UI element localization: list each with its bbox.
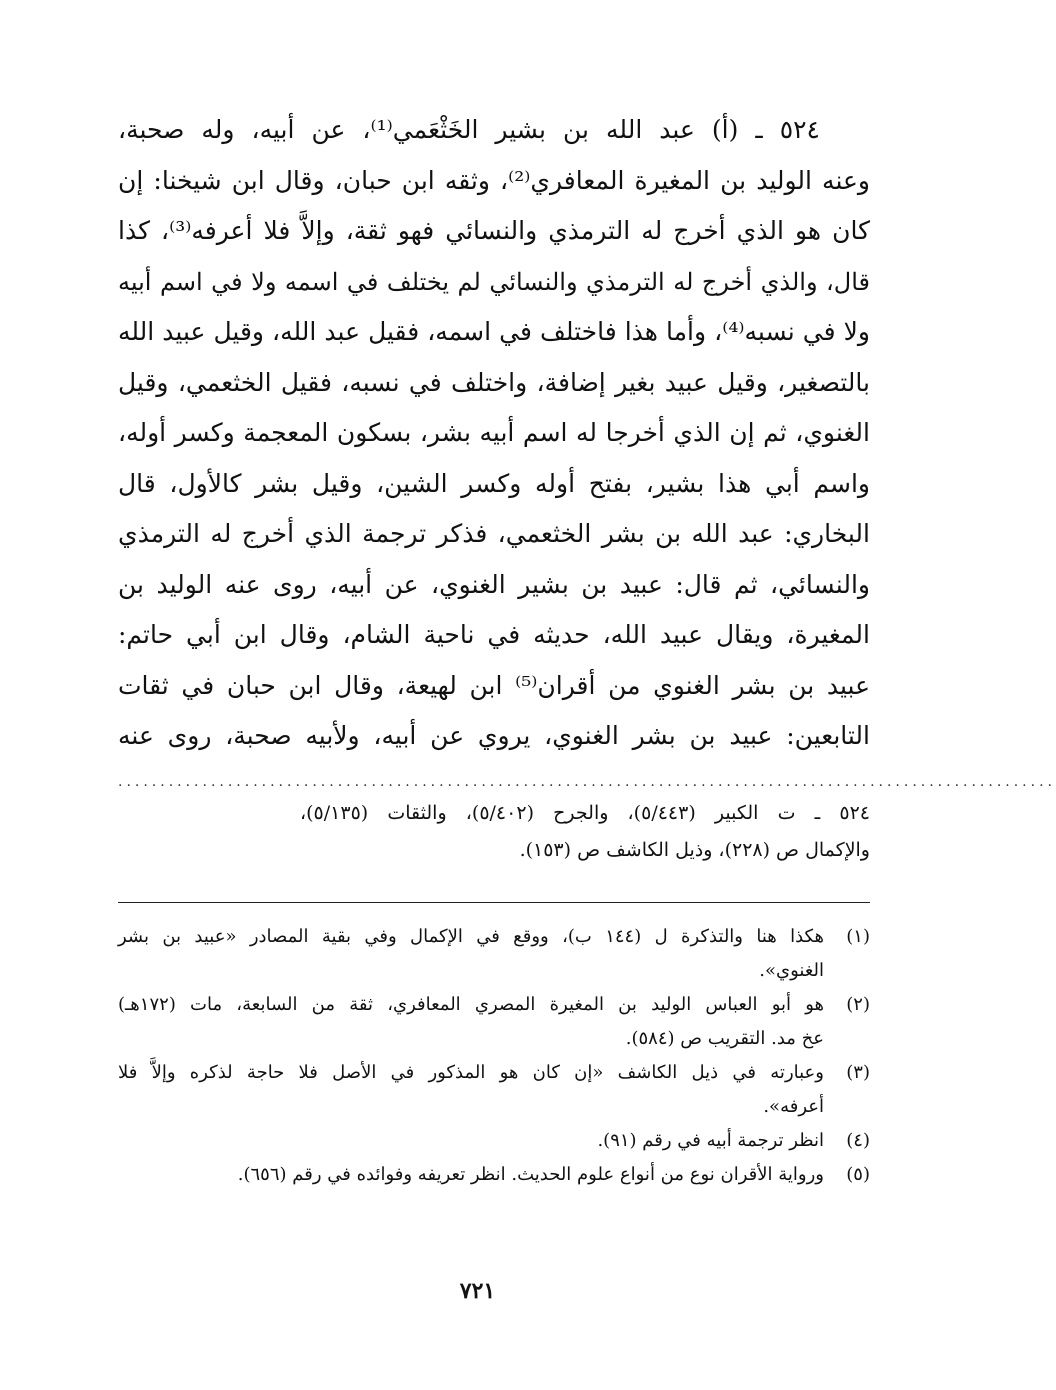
- footnote: [118, 1124, 870, 1158]
- main-text-line: وعنه الوليد بن المغيرة المعافري⁽²⁾، وثقه ابن حبان، وقال ابن شيخنا: إن: [118, 165, 870, 195]
- footnote: [118, 988, 870, 1056]
- sources-line: ٥٢٤ ـ ت الكبير (٥/٤٤٣)، والجرح (٥/٤٠٢)، والثقات (٥/١٣٥)،: [300, 802, 870, 824]
- footnote-line: ورواية الأقران نوع من أنواع علوم الحديث. انظر تعريفه وفوائده في رقم (٦٥٦).: [237, 1164, 824, 1185]
- dotted-separator: ...............................................................................................................: [118, 774, 1056, 790]
- footnote-number: (٤): [846, 1130, 870, 1151]
- footnote-number: (٣): [846, 1062, 870, 1083]
- footnote-line: الغنوي».: [759, 960, 824, 981]
- footnote-line: انظر ترجمة أبيه في رقم (٩١).: [597, 1130, 824, 1151]
- footnote-body: [118, 1158, 824, 1192]
- main-text-line: عبيد بن بشر الغنوي من أقران⁽⁵⁾ ابن لهيعة، وقال ابن حبان في ثقات: [118, 670, 870, 700]
- sources-block: [300, 795, 870, 869]
- footnote-line: وعبارته في ذيل الكاشف «إن كان هو المذكور في الأصل فلا حاجة لذكره وإلاَّ فلا: [118, 1062, 824, 1083]
- footnote-number: (٢): [846, 994, 870, 1015]
- main-text-line: والنسائي، ثم قال: عبيد بن بشير الغنوي، عن أبيه، روى عنه الوليد بن: [118, 569, 870, 599]
- main-text-block: [118, 105, 870, 762]
- footnote-body: [118, 988, 824, 1056]
- footnote-body: [118, 1124, 824, 1158]
- footnotes-block: [118, 920, 870, 1192]
- main-text-line: كان هو الذي أخرج له الترمذي والنسائي فهو ثقة، وإلاَّ فلا أعرفه⁽³⁾، كذا: [118, 216, 870, 245]
- footnote-body: [118, 920, 824, 988]
- main-text-line: المغيرة، ويقال عبيد الله، حديثه في ناحية الشام، وقال ابن أبي حاتم:: [118, 620, 870, 649]
- footnote-line: هو أبو العباس الوليد بن المغيرة المصري المعافري، ثقة من السابعة، مات (١٧٢هـ): [118, 994, 824, 1015]
- main-text-line: الغنوي، ثم إن الذي أخرجا له اسم أبيه بشر، بسكون المعجمة وكسر أوله،: [118, 418, 870, 447]
- main-text-line: التابعين: عبيد بن بشر الغنوي، يروي عن أبيه، ولأبيه صحبة، روى عنه: [118, 721, 871, 750]
- main-text-line: البخاري: عبد الله بن بشر الخثعمي، فذكر ترجمة الذي أخرج له الترمذي: [118, 519, 870, 548]
- footnote-number: (١): [846, 926, 870, 947]
- footnote: [118, 1056, 870, 1124]
- main-text-line: واسم أبي هذا بشير، بفتح أوله وكسر الشين، وقيل بشر كالأول، قال: [118, 468, 870, 498]
- main-text-line: بالتصغير، وقيل عبيد بغير إضافة، واختلف في نسبه، فقيل الخثعمي، وقيل: [118, 367, 870, 397]
- footnote-number: (٥): [846, 1164, 870, 1185]
- main-text-line: ٥٢٤ ـ (أ) عبد الله بن بشير الخَثْعَمي⁽¹⁾، عن أبيه، وله صحبة،: [118, 115, 820, 144]
- footnote-line: أعرفه».: [763, 1096, 824, 1117]
- page-number: ٧٢١: [459, 1278, 496, 1304]
- footnote: [118, 1158, 870, 1192]
- footnote-rule: [118, 902, 870, 903]
- footnote: [118, 920, 870, 988]
- footnote-line: هكذا هنا والتذكرة ل (١٤٤ ب)، ووقع في الإكمال وفي بقية المصادر «عبيد بن بشر: [118, 926, 824, 947]
- footnote-line: عخ مد. التقريب ص (٥٨٤).: [625, 1028, 824, 1049]
- footnote-body: [118, 1056, 824, 1124]
- main-text-line: ولا في نسبه⁽⁴⁾، وأما هذا فاختلف في اسمه، فقيل عبد الله، وقيل عبيد الله: [118, 317, 870, 346]
- sources-line: والإكمال ص (٢٢٨)، وذيل الكاشف ص (١٥٣).: [519, 839, 870, 861]
- main-text-line: قال، والذي أخرج له الترمذي والنسائي لم يختلف في اسمه ولا في اسم أبيه: [118, 267, 870, 296]
